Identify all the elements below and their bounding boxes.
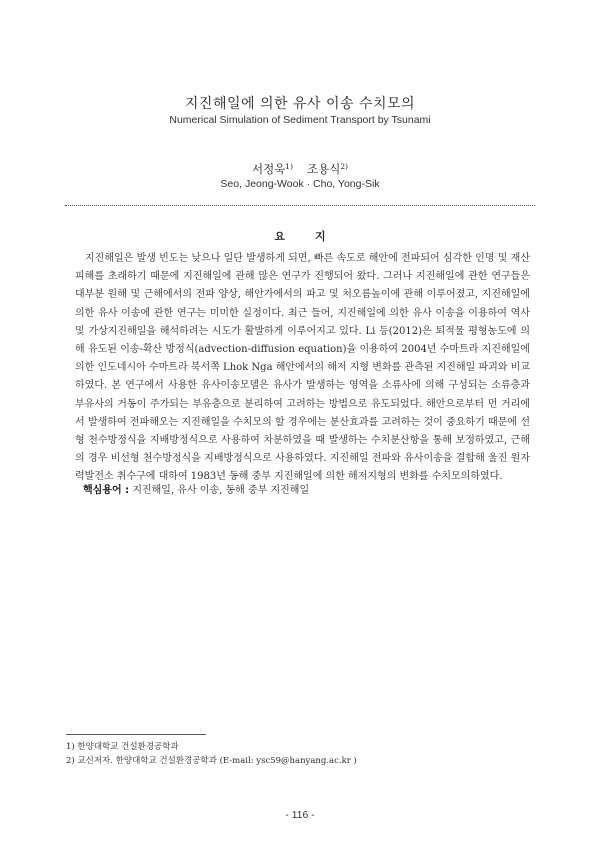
footnote-divider [66,734,206,735]
keywords-label: 핵심용어 : [83,485,130,496]
keywords [83,481,309,496]
section-divider [65,205,535,206]
author-2-name: 조용식 [307,162,341,176]
authors-korean [0,161,600,177]
paper-subtitle: Numerical Simulation of Sediment Transport by Tsunami [169,114,431,126]
page-number: - 116 - [285,809,315,821]
footnote-2: 2) 교신저자. 한양대학교 건설환경공학과 (E-mail: ysc59@hanyang.ac.kr ) [66,756,357,766]
abstract-body: 지진해일은 발생 빈도는 낮으나 일단 발생하게 되면, 빠른 속도로 해안에 전파되어 심각한 인명 및 재산 피해를 초래하기 때문에 지진해일에 관해 많은 연구가 진행되어 왔다. 그러나 지진해일에 관한 연구들은 대부분 원해 및 근해에서의 전파 양상, 해안가에서의 파고 및 처오름높이에 관해 이루어졌고, 지진해일에 의한 유사 이송에 관한 연구는 미미한 실정이다. 최근 들어, 지진해일에 의한 유사 이송을 이용하여 역사 및 가상지진해일을 해석하려는 시도가 활발하게 이루어지고 있다. Li 등(2012)은 퇴적물 평형농도에 의해 유도된 이송-확산 방정식(advection-diffusion equation)을 이용하여 2004년 수마트라 지진해일에 의한 인도네시아 수마트라 북서쪽 Lhok Nga 해안에서의 해저 지형 변화를 관측된 지진해일 파괴와 비교하였다. 본 연구에서 사용한 유사이송모델은 유사가 발생하는 영역을 소류사에 의해 구성되는 소류층과 부유사의 거동이 주가되는 부유층으로 분리하여 고려하는 방법으로 유도되었다. 해안으로부터 먼 거리에서 발생하여 전파해오는 지진해일을 수치모의 할 경우에는 분산효과를 고려하는 것이 중요하기 때문에 선형 천수방정식을 지배방정식으로 사용하여 차분하였을 때 발생하는 수치분산항을 통해 보정하였고, 근해의 경우 비선형 천수방정식을 지배방정식으로 사용하였다. 지진해일 전파와 유사이송을 결합해 울진 원자력발전소 취수구에 대하여 1983년 동해 중부 지진해일에 의한 해저지형의 변화를 수치모의하였다. [75,253,530,483]
authors-english: Seo, Jeong-Wook · Cho, Yong-Sik [220,178,380,190]
paper-title: 지진해일에 의한 유사 이송 수치모의 [184,96,416,112]
author-1-mark: 1) [285,162,293,171]
abstract-heading: 요지 [274,230,356,243]
keywords-text: 지진해일, 유사 이송, 동해 중부 지진해일 [132,485,310,496]
footnotes [66,740,357,768]
author-2-mark: 2) [340,162,349,171]
footnote-1: 1) 한양대학교 건설환경공학과 [66,742,179,752]
author-1-name: 서정욱 [251,162,286,176]
